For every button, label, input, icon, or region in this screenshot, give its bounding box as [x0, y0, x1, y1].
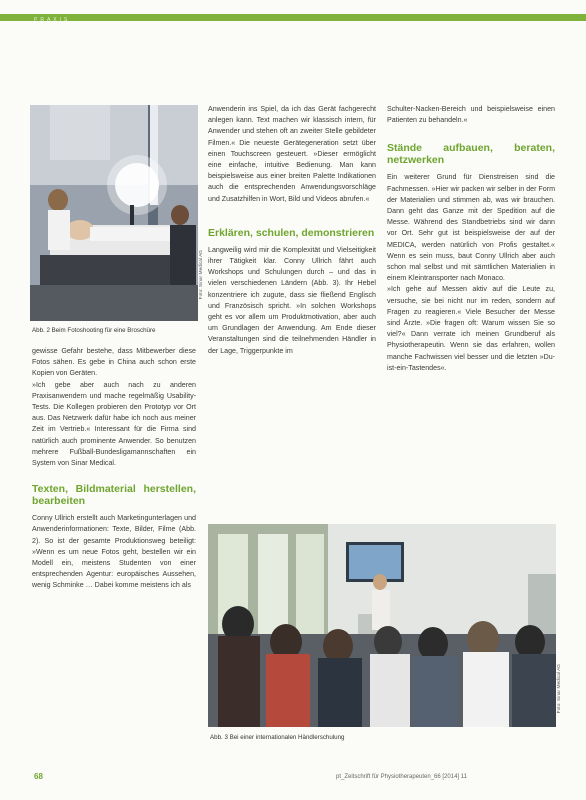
col2-paragraph-2: Langweilig wird mir die Komplexität und Vielseitigkeit ihrer Tätigkeit klar. Conny Ullrich fährt auch Workshops und Schulungen durch – und das in vielen verschiedenen Ländern (Abb. 3). Ihr Hebel konzentriere ich zugute, dass sie fließend Englisch und Französisch spricht. »In solchen Workshops geht es vor allem um Produktmotivation, aber auch um Grundlagen der Anwendung. Am Ende dieser Veranstaltungen sind die teilnehmenden Händler in der Lage, Triggerpunkte im [208, 245, 376, 355]
figure-3-caption: Abb. 3 Bei einer internationalen Händlerschulung [210, 734, 345, 741]
col1-paragraph-1: gewisse Gefahr bestehe, dass Mitbewerber diese Fotos sähen. Es gebe in China auch schon erste Kopien von Geräten. [32, 347, 196, 378]
col2-heading: Erklären, schulen, demonstrieren [208, 226, 375, 239]
col3-paragraph-3: »Ich gehe auf Messen aktiv auf die Leute zu, versuche, sie bei nicht nur im reden, sondern auf Fragen zu reagieren.« Viele Besucher der Messe sind Ärzte. »Die fragen oft: Warum wissen Sie so viel?« Dann verrate ich meinen Grundberuf als Physiotherapeutin. Wenn sie das erfahren, wollen manche Fachwissen viel besser und die letzten »Du-ist-ein-Tastendes«. [387, 285, 555, 372]
figure-3-credit: Foto: Sinar Medical AG [557, 664, 562, 714]
col1-heading: Texten, Bildmaterial herstellen, bearbeiten [32, 483, 196, 508]
col1-paragraph-2: »Ich gebe aber auch nach zu anderen Praxisanwendern und mache regelmäßig Usability-Tests. Die Kollegen probieren den Prototyp vor Ort aus. Das Netzwerk dafür habe ich noch aus meiner Zeit im Vertrieb.« Interessant für die Firma sind natürlich auch prominente Anwender. So benutzen mehrere Fußball-Bundesligamannschaften ein System von Sinar Medical. [32, 380, 196, 468]
col1-paragraph-3: Conny Ullrich erstellt auch Marketingunterlagen und Anwenderinformationen: Texte, Bilder, Filme (Abb. 2). So ist der gesamte Produktionsweg beteiligt: »Wenn es um neue Fotos geht, bestellen wir ein Modell ein, meistens Studenten von einer entsprechenden Agentur: europäisches Aussehen, wenig Schminke … Dabei komme meistens ich als [32, 514, 196, 590]
col3-paragraph-2: Ein weiterer Grund für Dienstreisen sind die Fachmessen. »Hier wir packen wir selber in der Form der Materialien und stimmen ab, was wir brauchen. Dann geht das Ganze mit der Spedition auf die Messe. Während des Standbetriebs sind wir dann vor Ort. Sehr gut ist beispielsweise der auf der MEDICA, werden natürlich von Profis gestaltet.« Wenn es sein muss, baut Conny Ullrich aber auch schon mal selbst und mit sämtlichen Materialien in einem Kleintransporter nach Monaco. [387, 173, 555, 283]
col3-heading: Stände aufbauen, beraten, netzwerken [387, 142, 555, 167]
section-label: PRAXIS [34, 17, 71, 23]
page-number: 68 [34, 772, 43, 781]
col2-paragraph-1: Anwenderin ins Spiel, da ich das Gerät fachgerecht anlegen kann. Text machen wir klassisch intern, für Anwender und stehen oft an zweiter Stelle gebildeter Filmen.« Die neueste Gerätegeneration setzt über einen Touchscreen gesteuert. »Dieser ermöglicht eine einfache, intuitive Bedienung. Man kann beispielsweise aus einer breiten Palette Indikationen auch die entsprechenden Anwendungsvorschläge und Zusatzhilfen in Wort, Bild und Videos abrufen.« [208, 105, 376, 203]
col3-paragraph-1: Schulter-Nacken-Bereich und beispielsweise einen Patienten zu behandeln.« [387, 105, 555, 125]
column-1 [32, 346, 196, 592]
figure-3-photo [208, 524, 556, 727]
footer-source: pt_Zeitschrift für Physiotherapeuten_66 [2014] 11 [336, 774, 467, 780]
header-bar [0, 14, 586, 21]
figure-2-photo [30, 105, 198, 321]
column-2 [208, 104, 376, 357]
column-3 [387, 104, 555, 374]
figure-2-caption: Abb. 2 Beim Fotoshooting für eine Broschüre [32, 327, 156, 334]
figure-2-credit: Foto: Sinar Medical AG [199, 250, 204, 300]
